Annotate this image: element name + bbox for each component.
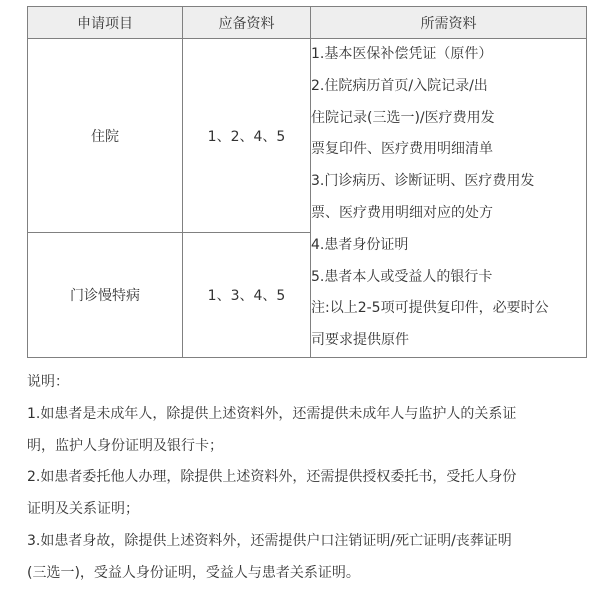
- required-doc-line: 票、医疗费用明细对应的处方: [311, 204, 493, 221]
- note-line: 1.如患者是未成年人，除提供上述资料外，还需提供未成年人与监护人的关系证: [27, 405, 517, 422]
- table-header-row: [28, 7, 587, 39]
- required-doc-line: 2.住院病历首页/入院记录/出: [311, 77, 488, 94]
- required-doc-line: 住院记录(三选一)/医疗费用发: [311, 109, 495, 126]
- notes-title: 说明：: [27, 374, 69, 390]
- header-required-documents: 所需资料: [311, 7, 587, 39]
- required-doc-line: 4.患者身份证明: [311, 236, 409, 253]
- note-line: (三选一)，受益人身份证明，受益人与患者关系证明。: [27, 564, 360, 581]
- cell-item-inpatient: 住院: [28, 39, 183, 233]
- required-doc-line: 票复印件、医疗费用明细清单: [311, 141, 493, 158]
- note-line: 3.如患者身故，除提供上述资料外，还需提供户口注销证明/死亡证明/丧葬证明: [27, 532, 512, 549]
- cell-item-outpatient-chronic: 门诊慢特病: [28, 233, 183, 358]
- note-line: 证明及关系证明；: [27, 501, 139, 518]
- header-application-item: 申请项目: [28, 7, 183, 39]
- cell-required-documents: [311, 39, 587, 358]
- required-doc-line: 1.基本医保补偿凭证（原件）: [311, 46, 493, 62]
- note-line: 明，监护人身份证明及银行卡；: [27, 437, 223, 454]
- table-row: [28, 39, 587, 233]
- cell-docs-outpatient-chronic: 1、3、4、5: [183, 233, 311, 358]
- required-doc-line: 3.门诊病历、诊断证明、医疗费用发: [311, 173, 535, 190]
- requirements-table: [27, 6, 587, 358]
- header-prepared-documents: 应备资料: [183, 7, 311, 39]
- cell-docs-inpatient: 1、2、4、5: [183, 39, 311, 233]
- note-line: 2.如患者委托他人办理，除提供上述资料外，还需提供授权委托书，受托人身份: [27, 469, 517, 486]
- required-doc-line: 5.患者本人或受益人的银行卡: [311, 268, 493, 285]
- required-doc-line: 注:以上2-5项可提供复印件，必要时公: [311, 300, 549, 317]
- required-doc-line: 司要求提供原件: [311, 332, 409, 349]
- notes-section: [27, 367, 587, 590]
